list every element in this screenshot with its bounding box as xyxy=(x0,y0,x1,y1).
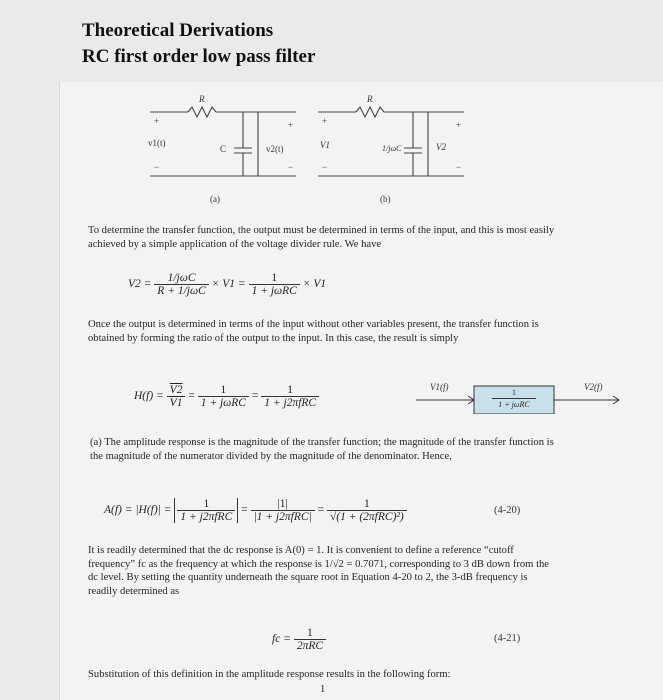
circuit-b-resistor-label: R xyxy=(367,94,373,104)
circuit-b-plus: + xyxy=(322,116,328,126)
circuit-a-cap-label: C xyxy=(220,144,227,154)
eq2-lhs: H(f) = xyxy=(134,390,164,403)
eq2-fraction-1 xyxy=(167,384,186,409)
eq3-f2-num: |1| xyxy=(251,498,315,511)
eq3-fraction-1 xyxy=(177,498,235,523)
eq1-f1-num: 1/jωC xyxy=(154,272,208,285)
eq1-fraction-1 xyxy=(154,272,208,297)
title-line-1: Theoretical Derivations xyxy=(82,20,274,41)
eq1-tail: × V1 xyxy=(302,278,327,291)
eq3-equals-1: = xyxy=(241,504,248,517)
paragraph-voltage-divider: To determine the transfer function, the output must be determined in terms of the input, and this is most easily achieved by a simple application of the voltage divider rule. We have xyxy=(88,225,555,250)
eq2-f1-num: V2 xyxy=(167,384,186,397)
equation-number-4-20: (4-20) xyxy=(494,505,521,516)
circuit-b-output-label: V2 xyxy=(436,142,446,152)
circuit-b-out-plus: + xyxy=(456,120,462,130)
block-output-label: V2(f) xyxy=(584,382,603,392)
eq3-f3-num: 1 xyxy=(327,498,407,511)
circuit-a-resistor-label: R xyxy=(199,94,205,104)
eq2-f2-num: 1 xyxy=(198,384,249,397)
eq4-fraction xyxy=(294,627,326,652)
block-den: 1 + jωRC xyxy=(498,400,530,409)
page-heading xyxy=(82,18,315,70)
circuit-b xyxy=(316,90,466,204)
equation-cutoff xyxy=(272,627,326,652)
circuit-a-plus: + xyxy=(154,116,160,126)
eq1-lhs: V2 = xyxy=(128,278,152,291)
eq3-f1-den: 1 + j2πfRC xyxy=(180,511,233,523)
circuit-a-out-minus: − xyxy=(288,162,294,172)
eq2-f1-den: V1 xyxy=(169,397,183,409)
eq2-f3-den: 1 + j2πfRC xyxy=(264,397,317,409)
eq1-fraction-2 xyxy=(249,272,300,297)
equation-transfer-function xyxy=(134,384,319,409)
paragraph-substitution: Substitution of this definition in the amplitude response results in the following form: xyxy=(88,669,451,680)
block-diagram xyxy=(416,374,621,414)
eq2-equals-2: = xyxy=(251,390,259,403)
circuit-a-source-label: v1(t) xyxy=(148,138,166,148)
eq3-f3-den: √(1 + (2πfRC)²) xyxy=(329,511,404,523)
equation-voltage-divider xyxy=(128,272,326,297)
circuit-b-minus: − xyxy=(322,162,328,172)
eq3-equals-2: = xyxy=(317,504,325,517)
block-num: 1 xyxy=(492,387,536,399)
circuit-a-output-label: v2(t) xyxy=(266,144,284,154)
eq3-lhs: A(f) = |H(f)| = xyxy=(104,504,172,517)
circuit-b-out-minus: − xyxy=(456,162,462,172)
eq3-f2-den: |1 + j2πfRC| xyxy=(253,511,312,523)
block-transfer-box xyxy=(474,387,554,410)
eq1-f2-num: 1 xyxy=(249,272,300,285)
eq3-fraction-2 xyxy=(251,498,315,523)
eq2-equals-1: = xyxy=(188,390,195,403)
eq4-den: 2πRC xyxy=(296,640,324,652)
circuit-b-caption: (b) xyxy=(380,194,391,204)
eq2-f2-den: 1 + jωRC xyxy=(200,397,246,409)
circuit-b-input-label: V1 xyxy=(320,140,330,150)
eq1-mid: × V1 = xyxy=(211,278,246,291)
paragraph-amplitude-response: (a) The amplitude response is the magnitude of the transfer function; the magnitude of the transfer function is the magnitude of the numerator divided by the magnitude of the denominator. Hence, xyxy=(90,437,554,462)
eq3-fraction-3 xyxy=(327,498,407,523)
eq1-f2-den: 1 + jωRC xyxy=(251,285,297,297)
circuit-a-minus: − xyxy=(154,162,160,172)
equation-amplitude-response xyxy=(104,498,407,523)
equation-number-4-21: (4-21) xyxy=(494,633,521,644)
trailing-fragment: 1 xyxy=(320,684,326,695)
block-input-label: V1(f) xyxy=(430,382,449,392)
eq1-f1-den: R + 1/jωC xyxy=(157,285,206,297)
eq2-fraction-3 xyxy=(261,384,319,409)
paragraph-transfer-function: Once the output is determined in terms of the input without other variables present, the transfer function is obtained by forming the ratio of the output to the input. In this case, the result is simply xyxy=(88,319,539,344)
eq2-fraction-2 xyxy=(198,384,249,409)
eq2-f3-num: 1 xyxy=(261,384,319,397)
paragraph-cutoff-frequency: It is readily determined that the dc response is A(0) = 1. It is convenient to define a reference “cutoff frequency” fc as the frequency at which the response is 1/√2 = 0.7071, corresponding to 3 dB down from the dc level. By setting the quantity underneath the square root in Equation 4-20 to 2, the 3-dB frequency is readily determined as xyxy=(88,545,550,597)
circuit-a-caption: (a) xyxy=(210,194,220,204)
circuit-b-impedance-label: 1/jωC xyxy=(382,144,402,153)
title-line-2: RC first order low pass filter xyxy=(82,46,316,67)
eq3-abs xyxy=(174,498,238,523)
circuit-a-out-plus: + xyxy=(288,120,294,130)
circuit-a xyxy=(148,90,298,204)
eq4-lhs: fc = xyxy=(272,633,291,646)
eq3-f1-num: 1 xyxy=(177,498,235,511)
eq4-num: 1 xyxy=(294,627,326,640)
